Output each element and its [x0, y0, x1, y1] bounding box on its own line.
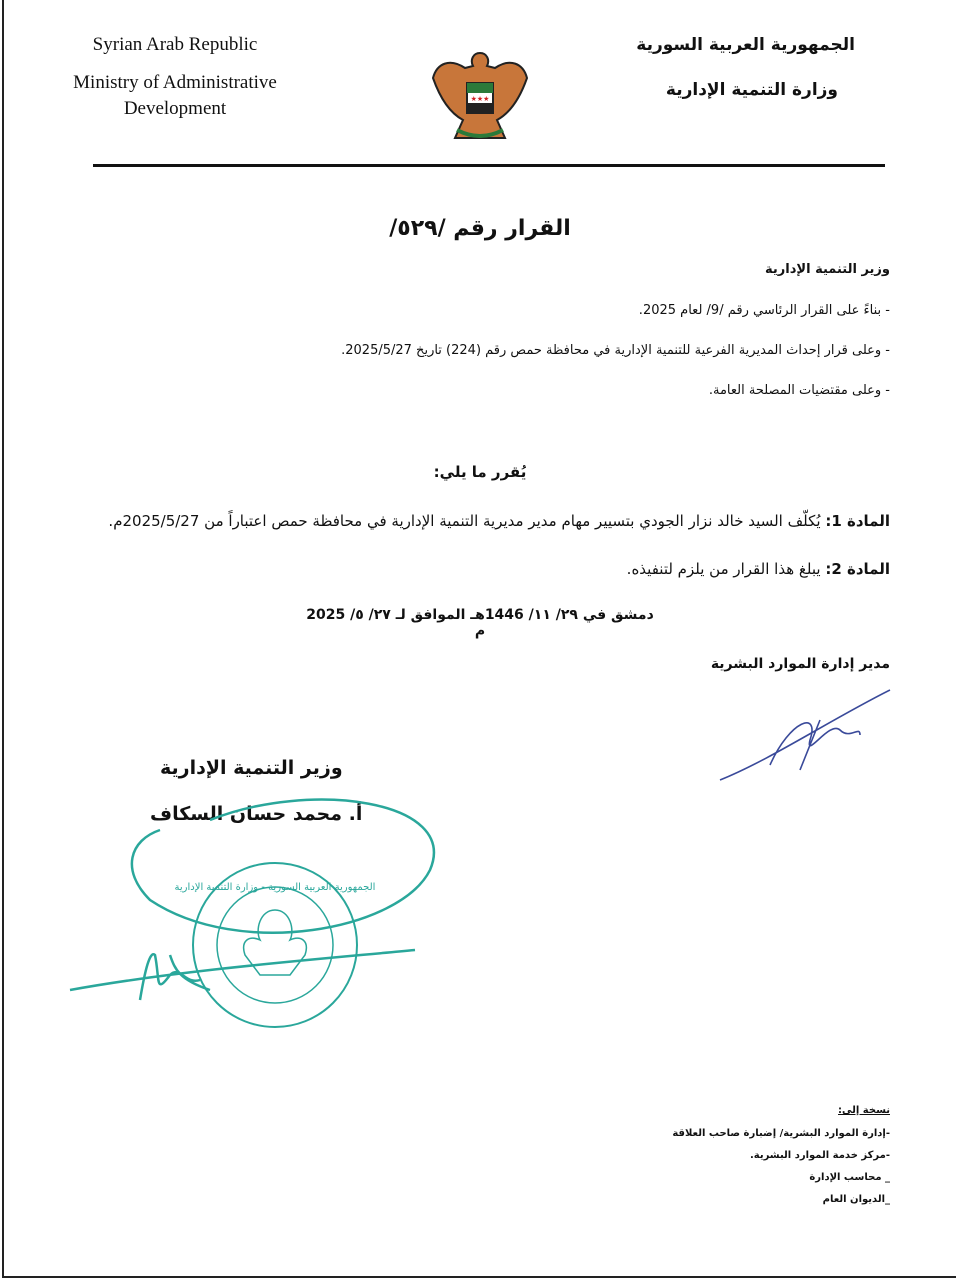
copy-item: _الديوان العام [822, 1194, 890, 1205]
syrian-eagle-emblem-icon [425, 38, 535, 148]
minister-name: أ. محمد حسان السكاف [150, 803, 363, 825]
article-1-text: يُكلّف السيد خالد نزار الجودي بتسيير مهام مدير مديرية التنمية الإدارية في محافظة حمص اعتباراً من 2025/5/27م. [108, 512, 821, 530]
article-2-label: المادة 2: [825, 560, 890, 578]
svg-text:★★★: ★★★ [470, 95, 490, 103]
page-border [2, 0, 956, 1278]
country-en: Syrian Arab Republic [92, 34, 258, 55]
copies-heading: نسخة إلى: [838, 1105, 890, 1116]
hr-director-title: مدير إدارة الموارد البشرية [710, 656, 890, 672]
article-2-text: يبلغ هذا القرار من يلزم لتنفيذه. [626, 560, 821, 578]
article-1-label: المادة 1: [825, 512, 890, 530]
issuer: وزير التنمية الإدارية [765, 262, 890, 277]
copy-item: -مركز خدمة الموارد البشرية. [749, 1150, 890, 1161]
stamp-text: الجمهورية العربية السورية - وزارة التنمية الإدارية [174, 882, 376, 893]
article-2 [627, 560, 890, 578]
ministry-ar: وزارة التنمية الإدارية [665, 80, 838, 100]
preamble-1: - بناءً على القرار الرئاسي رقم /9/ لعام 2025. [638, 303, 890, 318]
article-1 [108, 512, 890, 530]
minister-title: وزير التنمية الإدارية [160, 757, 343, 779]
preamble-3: - وعلى مقتضيات المصلحة العامة. [708, 383, 890, 398]
copy-item: _ محاسب الإدارة [809, 1172, 890, 1183]
decision-title: القرار رقم /٥٢٩/ [389, 216, 571, 241]
preamble-2: - وعلى قرار إحداث المديرية الفرعية للتنمية الإدارية في محافظة حمص رقم (224) تاريخ 2025/5/27. [341, 343, 890, 358]
date-line: دمشق في ٢٩/ ١١/ 1446هـ الموافق لـ ٢٧/ ٥/ 2025 م [306, 607, 654, 639]
country-ar: الجمهورية العربية السورية [636, 35, 855, 55]
decides-heading: يُقرر ما يلي: [433, 463, 527, 481]
ministry-en-1: Ministry of Administrative [73, 72, 277, 93]
copy-item: -إدارة الموارد البشرية/ إضبارة صاحب العلاقة [672, 1128, 890, 1139]
hr-director-signature [710, 680, 900, 790]
header-divider [93, 164, 885, 167]
header-english [60, 32, 290, 122]
ministry-en-2: Development [123, 98, 227, 119]
ministry-stamp-and-signature [60, 780, 460, 1080]
